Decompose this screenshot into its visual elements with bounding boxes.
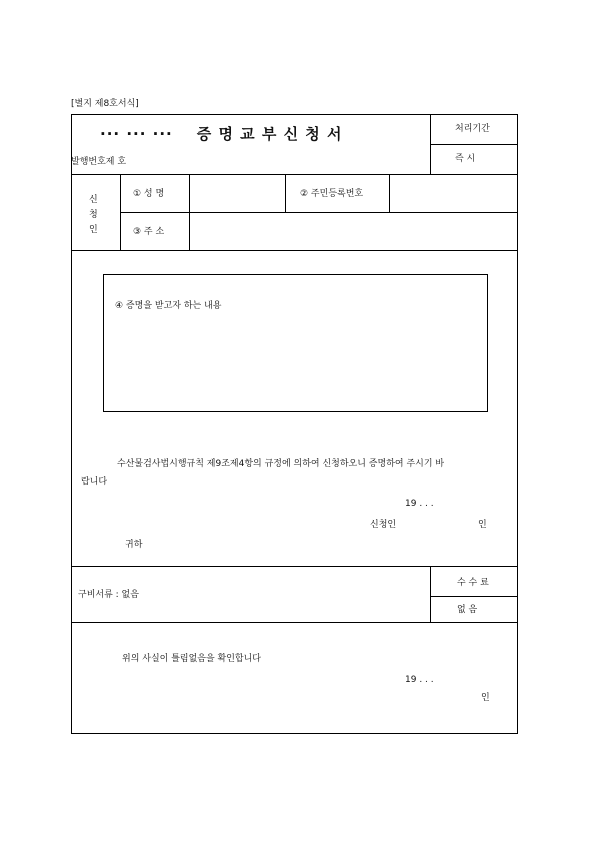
processing-period-value: 즉 시 <box>455 154 476 164</box>
resident-number-field[interactable] <box>392 176 516 210</box>
divider <box>285 174 286 212</box>
applicant-label-char: 청 <box>89 210 98 220</box>
divider <box>71 174 518 175</box>
seal-mark: 인 <box>478 520 487 530</box>
divider <box>189 174 190 250</box>
divider <box>430 114 431 174</box>
required-documents: 구비서류 : 없음 <box>78 590 139 600</box>
applicant-label-char: 인 <box>89 225 98 235</box>
application-date: 19 . . . <box>405 499 434 509</box>
address-label: ③ 주 소 <box>133 227 165 237</box>
confirmation-date: 19 . . . <box>405 675 434 685</box>
divider <box>430 144 518 145</box>
content-label: ④ 증명을 받고자 하는 내용 <box>115 301 222 311</box>
divider <box>71 250 518 251</box>
divider <box>71 566 518 567</box>
request-text-line2: 랍니다 <box>81 477 108 487</box>
resident-number-label: ② 주민등록번호 <box>300 189 364 199</box>
fee-value: 없 음 <box>457 605 478 615</box>
request-text-line1: 수산물검사법시행규칙 제9조제4항의 규정에 의하여 신청하오니 증명하여 주시기 바 <box>117 459 445 469</box>
divider <box>71 622 518 623</box>
applicant-sign-label: 신청인 <box>370 520 397 530</box>
name-field[interactable] <box>192 176 283 210</box>
divider <box>120 212 518 213</box>
title-prefix: ··· ··· ··· <box>100 125 173 143</box>
confirmation-seal: 인 <box>481 693 490 703</box>
fee-label: 수 수 료 <box>457 578 489 588</box>
divider <box>120 174 121 250</box>
title-text: 증 명 교 부 신 청 서 <box>196 125 343 143</box>
form-header-label: [별지 제8호서식] <box>71 99 139 109</box>
applicant-label-char: 신 <box>89 195 98 205</box>
processing-period-label: 처리기간 <box>455 124 490 134</box>
applicant-label <box>89 193 98 238</box>
address-field[interactable] <box>192 214 516 248</box>
name-label: ① 성 명 <box>133 189 165 199</box>
divider <box>430 596 518 597</box>
divider <box>430 566 431 622</box>
divider <box>389 174 390 212</box>
recipient-text: 귀하 <box>125 540 143 550</box>
content-box[interactable] <box>103 274 488 412</box>
confirmation-text: 위의 사실이 틀림없음을 확인합니다 <box>122 654 261 664</box>
issue-number-label: 발행번호제 호 <box>71 157 127 167</box>
page-title <box>100 127 343 142</box>
